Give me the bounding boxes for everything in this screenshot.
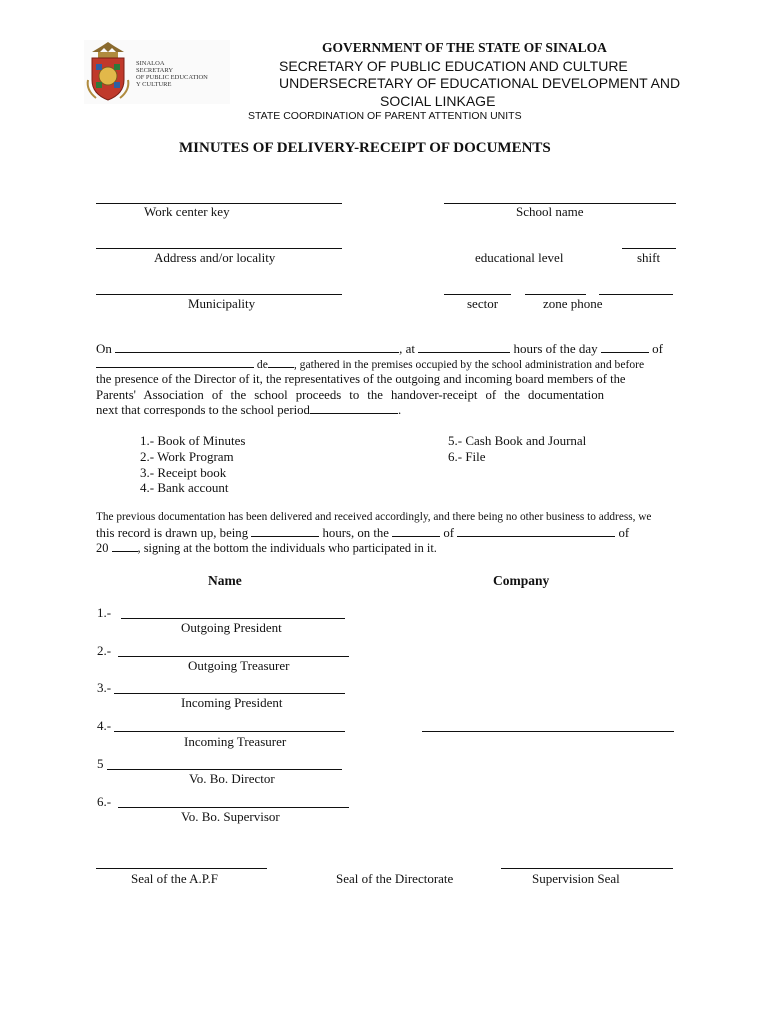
document-title: MINUTES OF DELIVERY-RECEIPT OF DOCUMENTS bbox=[179, 140, 551, 156]
address-label: Address and/or locality bbox=[154, 250, 276, 265]
date-blank[interactable] bbox=[115, 352, 399, 353]
outgoing-president-label: Outgoing President bbox=[181, 620, 282, 635]
header-coordination: STATE COORDINATION OF PARENT ATTENTION UNITS bbox=[248, 110, 522, 122]
list-item: 4.- Bank account bbox=[140, 480, 229, 495]
header-government: GOVERNMENT OF THE STATE OF SINALOA bbox=[322, 40, 607, 55]
supervision-seal-label: Supervision Seal bbox=[532, 871, 620, 886]
school-name-label: School name bbox=[516, 204, 584, 219]
supervision-seal-line[interactable] bbox=[501, 868, 673, 869]
header-social-linkage: SOCIAL LINKAGE bbox=[380, 93, 496, 109]
incoming-treasurer-label: Incoming Treasurer bbox=[184, 734, 287, 749]
shift-field[interactable] bbox=[622, 248, 676, 249]
signature-line-incoming-treasurer[interactable] bbox=[114, 731, 345, 732]
list-item: 1.- Book of Minutes bbox=[140, 433, 246, 448]
signature-line-director[interactable] bbox=[107, 769, 342, 770]
company-column-header: Company bbox=[493, 573, 550, 588]
incoming-president-label: Incoming President bbox=[181, 695, 283, 710]
hours-blank[interactable] bbox=[418, 352, 510, 353]
company-signature-line[interactable] bbox=[422, 731, 674, 732]
apf-seal-label: Seal of the A.P.F bbox=[131, 871, 219, 886]
municipality-label: Municipality bbox=[188, 296, 256, 311]
closing-day-blank[interactable] bbox=[392, 536, 440, 537]
paragraph-closing: The previous documentation has been delivered and received accordingly, and there being no other business to address, we this record is drawn up, being hours, on the of of 20 , signing at the bottom the individuals who participated in it. bbox=[96, 511, 652, 555]
header-undersecretary: UNDERSECRETARY OF EDUCATIONAL DEVELOPMENT AND bbox=[279, 75, 681, 91]
closing-hours-blank[interactable] bbox=[251, 536, 319, 537]
paragraph-meeting: On , at hours of the day of de , gathered in the premises occupied by the school administration and before the presence of the Director of it, the representatives of the outgoing and incoming board members of the Parents' Association of the school proceeds to the handover-receipt of the documentation next that corresponds to the school period . bbox=[96, 341, 663, 417]
list-item: 6.- File bbox=[448, 449, 486, 464]
directorate-seal-label: Seal of the Directorate bbox=[336, 871, 454, 886]
signature-line-incoming-president[interactable] bbox=[114, 693, 345, 694]
zone-phone-label: zone phone bbox=[543, 296, 603, 311]
closing-month-blank[interactable] bbox=[457, 536, 615, 537]
month-blank[interactable] bbox=[96, 367, 254, 368]
educational-level-label: educational level bbox=[475, 250, 564, 265]
logo-text: SINALOA SECRETARY OF PUBLIC EDUCATION Y CULTURE bbox=[136, 60, 208, 88]
school-period-blank[interactable] bbox=[310, 413, 398, 414]
signature-line-outgoing-president[interactable] bbox=[121, 618, 345, 619]
list-item: 2.- Work Program bbox=[140, 449, 234, 464]
day-blank[interactable] bbox=[601, 352, 649, 353]
closing-year-blank[interactable] bbox=[112, 551, 138, 552]
signature-line-supervisor[interactable] bbox=[118, 807, 349, 808]
work-center-key-label: Work center key bbox=[144, 204, 230, 219]
sector-label: sector bbox=[467, 296, 499, 311]
list-item: 5.- Cash Book and Journal bbox=[448, 433, 587, 448]
supervisor-label: Vo. Bo. Supervisor bbox=[181, 809, 280, 824]
municipality-field[interactable] bbox=[96, 294, 342, 295]
sector-field[interactable] bbox=[444, 294, 511, 295]
list-item: 3.- Receipt book bbox=[140, 465, 227, 480]
header-secretary: SECRETARY OF PUBLIC EDUCATION AND CULTURE bbox=[279, 58, 628, 74]
director-label: Vo. Bo. Director bbox=[189, 771, 275, 786]
name-column-header: Name bbox=[208, 573, 242, 588]
zone-field[interactable] bbox=[525, 294, 586, 295]
apf-seal-line[interactable] bbox=[96, 868, 267, 869]
shift-label: shift bbox=[637, 250, 661, 265]
phone-field[interactable] bbox=[599, 294, 673, 295]
year-blank[interactable] bbox=[268, 367, 294, 368]
address-field[interactable] bbox=[96, 248, 342, 249]
state-coat-of-arms-icon bbox=[84, 40, 132, 104]
signature-line-outgoing-treasurer[interactable] bbox=[118, 656, 349, 657]
outgoing-treasurer-label: Outgoing Treasurer bbox=[188, 658, 290, 673]
